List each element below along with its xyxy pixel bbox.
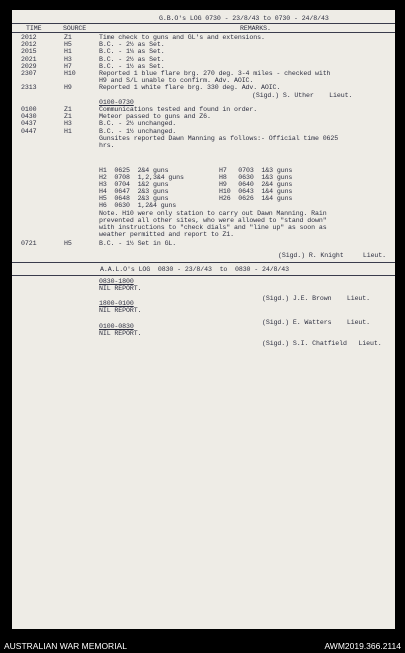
log-remarks: Communications tested and found in order. <box>99 106 258 113</box>
footer-institution: AUSTRALIAN WAR MEMORIAL <box>4 641 127 651</box>
log-remarks: B.C. - 2½ unchanged. <box>99 120 177 128</box>
log-source: H3 <box>64 55 72 63</box>
aal-signature: (Sigd.) J.E. Brown Lieut. <box>262 295 370 302</box>
aal-text: NIL REPORT. <box>99 330 142 337</box>
aal-log-title: A.A.L.O's LOG 0830 - 23/8/43 to 0830 - 24/8/43 <box>100 266 289 273</box>
log-source: H9 <box>64 84 72 92</box>
last-entry-time: 0721 <box>21 240 37 247</box>
log-time: 2021 <box>21 55 37 63</box>
aal-period: 0830-1800 <box>99 278 134 285</box>
document-page <box>12 10 395 629</box>
log-source: Z1 <box>64 113 72 121</box>
aal-signature: (Sigd.) S.I. Chatfield Lieut. <box>262 340 382 347</box>
log-source: H1 <box>64 48 72 56</box>
log-time: 0100 <box>21 106 37 113</box>
header-rule-top <box>12 23 395 24</box>
col-time-header: TIME <box>26 25 42 32</box>
section-rule-top <box>12 262 395 263</box>
log-remarks: B.C. - 2½ as Set. <box>99 41 165 49</box>
log-remarks: B.C. - 1½ as Set. <box>99 62 165 70</box>
log-remarks: (Sigd.) S. Uther Lieut. <box>252 91 353 99</box>
aal-signature: (Sigd.) E. Watters Lieut. <box>262 319 370 326</box>
log-source: H5 <box>64 41 72 49</box>
dawn-left-row: H6 0630 1,2&4 guns <box>99 202 177 209</box>
dawn-left-row: H5 0648 2&3 guns <box>99 195 169 202</box>
log-source: Z1 <box>64 106 72 113</box>
last-entry-remarks: B.C. - 1½ Set in GL. <box>99 240 177 247</box>
log-remarks: B.C. - 1¼ as Set. <box>99 48 165 56</box>
log-remarks: Meteor passed to guns and Z6. <box>99 113 211 121</box>
dawn-left-row: H2 0708 1,2,3&4 guns <box>99 174 184 181</box>
log-remarks: Gunsites reported Dawn Manning as follows:- Official time 0625 <box>99 134 339 142</box>
note-line: weather permitted and report to Z1. <box>99 231 234 238</box>
aal-text: NIL REPORT. <box>99 285 142 292</box>
col-remarks-header: REMARKS. <box>240 25 271 32</box>
log-remarks: B.C. - 1½ unchanged. <box>99 127 177 135</box>
log-remarks: hrs. <box>99 142 115 149</box>
dawn-right-row: H7 0703 1&3 guns <box>219 167 293 174</box>
log-time: 0437 <box>21 120 37 128</box>
aal-period: 0100-0830 <box>99 323 134 330</box>
aal-text: NIL REPORT. <box>99 307 142 314</box>
log-source: Z1 <box>64 34 72 41</box>
log-time: 0430 <box>21 113 37 121</box>
dawn-right-row: H10 0643 1&4 guns <box>219 188 293 195</box>
note-line: with instructions to "check dials" and "line up" as soon as <box>99 224 327 231</box>
dawn-left-row: H4 0647 2&3 guns <box>99 188 169 195</box>
log-remarks: Reported 1 white flare brg. 330 deg. Adv. AOIC. <box>99 84 281 92</box>
aal-period: 1800-0100 <box>99 300 134 307</box>
dawn-left-row: H1 0625 2&4 guns <box>99 167 169 174</box>
dawn-right-row: H8 0630 1&3 guns <box>219 174 293 181</box>
log-remarks: H9 and S/L unable to confirm. Adv. AOIC. <box>99 77 254 85</box>
dawn-right-row: H9 0640 2&4 guns <box>219 181 293 188</box>
signature-knight: (Sigd.) R. Knight Lieut. <box>278 252 386 259</box>
log-source: H1 <box>64 127 72 135</box>
log-time: 0447 <box>21 127 37 135</box>
log-time: 2012 <box>21 41 37 49</box>
log-source: H10 <box>64 70 76 77</box>
last-entry-source: H5 <box>64 240 72 247</box>
log-time: 2307 <box>21 70 37 77</box>
footer-accession-number: AWM2019.366.2114 <box>324 641 401 651</box>
dawn-right-row: H26 0626 1&4 guns <box>219 195 293 202</box>
log-remarks: 0100-0730 <box>99 98 134 106</box>
note-line: prevented all other sites, who were allowed to "stand down" <box>99 217 327 224</box>
log-time: 2029 <box>21 62 37 70</box>
archive-footer <box>0 639 405 653</box>
gbo-log-title: G.B.O's LOG 0730 - 23/8/43 to 0730 - 24/8/43 <box>159 15 329 22</box>
log-time: 2015 <box>21 48 37 56</box>
log-remarks: Time check to guns and GL's and extensions. <box>99 34 265 41</box>
header-rule-bottom <box>12 32 395 33</box>
log-time: 2313 <box>21 84 37 92</box>
section-rule-bottom <box>12 275 395 276</box>
log-time: 2012 <box>21 34 37 41</box>
note-line: Note. H10 were only station to carry out Dawn Manning. Rain <box>99 210 327 217</box>
log-source: H3 <box>64 120 72 128</box>
col-source-header: SOURCE <box>63 25 87 32</box>
log-source: H7 <box>64 62 72 70</box>
log-remarks: B.C. - 2½ as Set. <box>99 55 165 63</box>
log-remarks: Reported 1 blue flare brg. 270 deg. 3-4 miles - checked with <box>99 70 331 77</box>
dawn-left-row: H3 0704 1&2 guns <box>99 181 169 188</box>
